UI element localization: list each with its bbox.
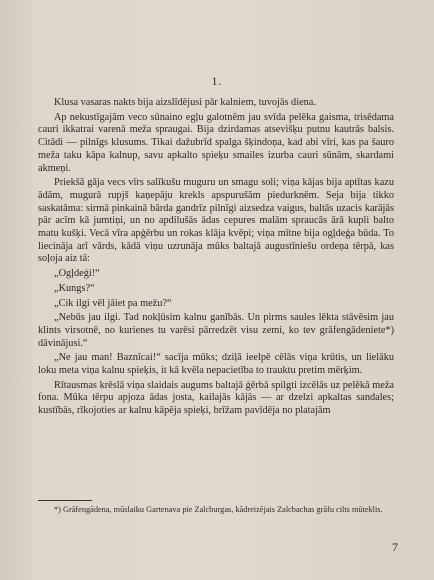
page-number: 7 [392,540,398,554]
paragraph: Ap nekustīgajām veco sūnaino egļu galotnēm jau svīda pelēka gaisma, trisēdama cauri ikkatrai varenā meža spraugai. Bija dzirdamas atsevišķu putnu kautrās balsis. Citādi — pilnīgs klusums. Tikai dažubrīd spalga šķindoņa, kad abi vīri, kas pa šauro meža taku kāpa kalnup, savu apkalto spieķu smailes izurba cauri sūnām, skardami akmeņi. [38,111,394,174]
dialogue-line: „Nebūs jau ilgi. Tad nokļūsim kalnu ganībās. Un pirms saules lēkta stāvēsim jau klints virsotnē, no kurienes tu varēsi pārredzēt visu zemi, ko tev grāfengādeniete*) dāvinājusi.“ [38,312,394,349]
paragraph: Rītausmas krēslā viņa slaidais augums baltajā ģērbā spilgti izcēlās uz pelēkā meža fona. Mūka tērpu apjoza ādas josta, kailajās kājās — ar dzelzi apkaltas sandales; kustībās, rīkojoties ar kalnu kāpēja spieķi, brīžam pavīdēja no platajām [38,379,394,417]
paragraph: Klusa vasaras nakts bija aizslīdējusi pār kalniem, tuvojās diena. [54,97,316,108]
dialogue-line: „Kungs?“ [54,282,95,294]
paragraph: Priekšā gāja vecs vīrs salīkušu muguru un smagu soli; viņa kājas bija aptītas kazu ādām, mugurā rupjš kaņepāju krekls apspurušām piedurknēm. Seja bija tikko saskatāma: sirmā pinkainā bārda gandrīz pilnīgi aizsedza vaigus, baltās uzacis karājās pār acīm kā jumtiņi, un no apdilušās ādas cepures malām spraucās ārā kupli balto matu kušķi. Vecā vīra apģērbu un rokas klāja kvēpi; viņa mītne bija ogļdeģa būda. To liecināja arī vārds, kādā viņu uzrunāja mūks baltajā augustīniešu ordeņa tērpā, kas soļoja aiz tā: [38,177,394,265]
dialogue-line: „Ogļdeģi!“ [54,268,100,280]
footnote-rule [38,500,92,501]
chapter-number: 1. [211,74,223,88]
footnote: *) Grāfengādena, mūslaiku Gartenava pie Zalcburgas, kādreizējais Zalcbachas grāfu cilts mūteklis. [54,505,383,514]
dialogue-line: „Cik ilgi vēl jāiet pa mežu?“ [54,297,172,309]
paragraph: „Ne jau man! Baznīcai!“ sacīja mūks; dziļā ieelpē cēlās viņa krūtis, un lielāku loku meta viņa kalnu spieķis, it kā kvēla nepacietība to trauktu pretim mērķim. [38,352,394,377]
body-text [38,97,394,420]
